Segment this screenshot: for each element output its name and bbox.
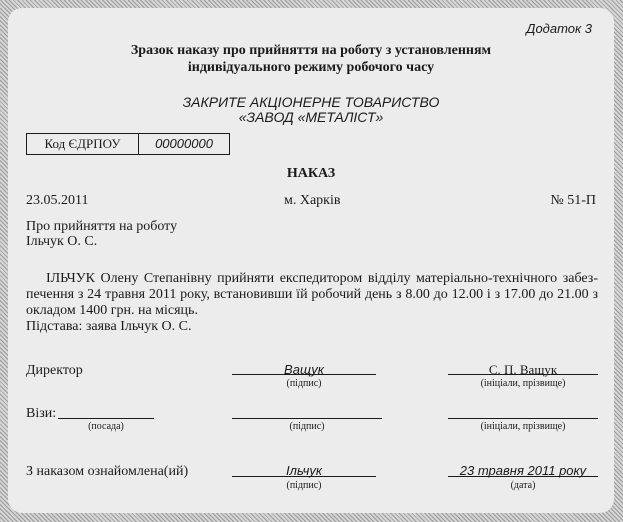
- visas-label: Візи:: [26, 406, 57, 421]
- acknowledged-label: З наказом ознайомлена(ий): [26, 464, 189, 479]
- director-name-line: [448, 374, 598, 375]
- acknowledged-signature: Ільчук: [286, 463, 322, 478]
- document-title-line2: індивідуального режиму робочого часу: [187, 60, 435, 75]
- order-date: 23.05.2011: [26, 193, 89, 208]
- order-basis: Підстава: заява Ільчук О. С.: [26, 319, 192, 334]
- director-name: С. П. Ващук: [488, 362, 558, 377]
- edrpou-code-box: [26, 133, 230, 155]
- director-signature-caption: (підпис): [286, 378, 322, 389]
- visa-signature-line: [232, 418, 382, 419]
- visa-position-caption: (посада): [88, 421, 124, 432]
- visa-signature-caption: (підпис): [289, 421, 325, 432]
- order-body: [26, 271, 598, 335]
- acknowledged-signature-line: [232, 476, 376, 477]
- edrpou-label: Код ЄДРПОУ: [27, 134, 139, 154]
- director-name-caption: (ініціали, прізвище): [480, 378, 566, 389]
- director-signature: Ващук: [284, 362, 324, 377]
- director-signature-line: [232, 374, 376, 375]
- order-subject-line2: Ільчук О. С.: [26, 234, 98, 249]
- order-title: НАКАЗ: [286, 166, 336, 181]
- organization-name-line1: ЗАКРИТЕ АКЦІОНЕРНЕ ТОВАРИСТВО: [182, 94, 440, 110]
- appendix-label: Додаток 3: [526, 21, 592, 36]
- organization-name-line2: «ЗАВОД «МЕТАЛІСТ»: [238, 109, 384, 125]
- acknowledged-date-line: [448, 476, 598, 477]
- edrpou-value: 00000000: [155, 136, 213, 151]
- document-title-line1: Зразок наказу про прийняття на роботу з установленням: [130, 43, 492, 58]
- visa-position-line: [58, 418, 154, 419]
- director-label: Директор: [26, 363, 83, 378]
- document-page: [8, 8, 614, 513]
- order-body-paragraph: ІЛЬЧУК Олену Степанівну прийняти експедитором відділу матеріально-технічного забезпечення з 24 травня 2011 року, встановивши їй робочий день з 8.00 до 12.00 і з 17.00 до 21.00 з окладом 1400 грн. на місяць.: [26, 271, 598, 318]
- acknowledged-signature-caption: (підпис): [286, 480, 322, 491]
- order-city: м. Харків: [284, 193, 341, 208]
- visa-name-line: [448, 418, 598, 419]
- acknowledged-date: 23 травня 2011 року: [459, 463, 587, 478]
- order-subject-line1: Про прийняття на роботу: [26, 219, 178, 234]
- acknowledged-date-caption: (дата): [510, 480, 536, 491]
- visa-name-caption: (ініціали, прізвище): [480, 421, 566, 432]
- order-number: № 51-П: [550, 193, 596, 208]
